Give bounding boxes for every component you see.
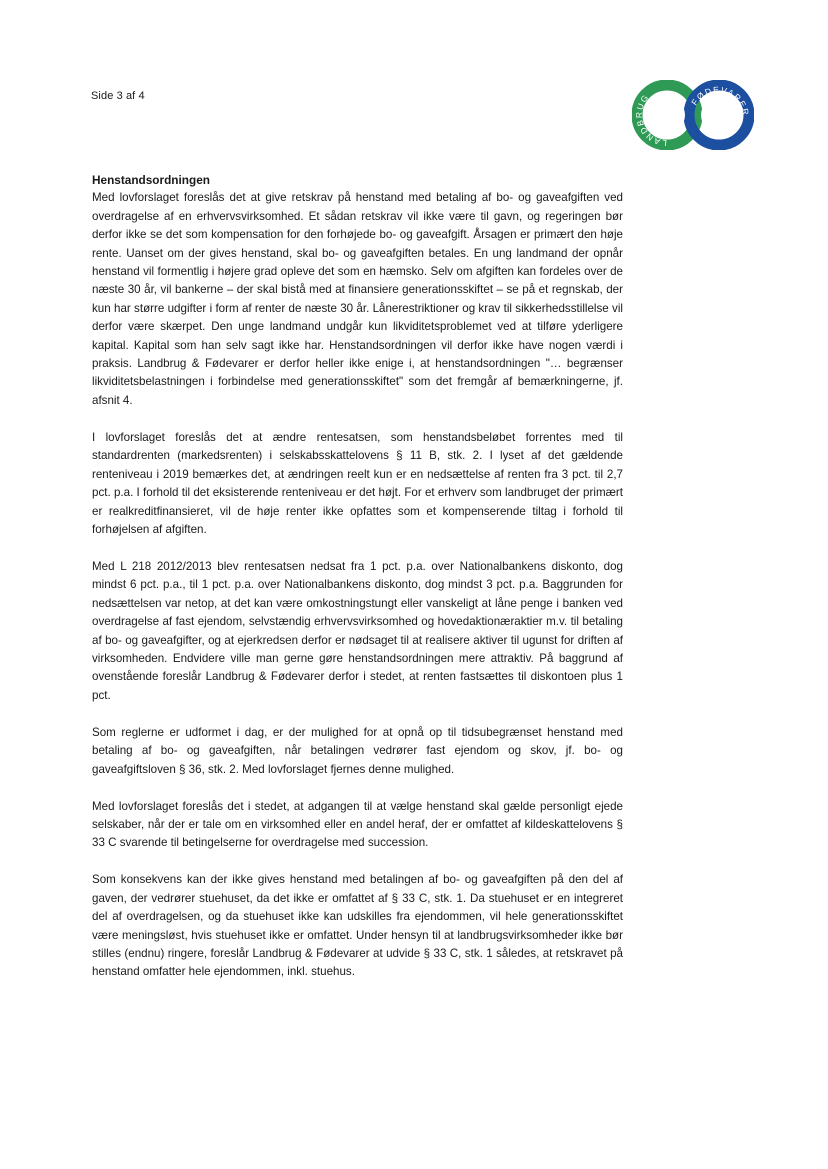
logo-text-right: FØDEVARER [689, 84, 752, 117]
paragraph: Som konsekvens kan der ikke gives henstand med betalingen af bo- og gaveafgiften på den del af gaven, der vedrører stuehuset, da det ikke er omfattet af § 33 C, stk. 1. Da stuehuset er en integreret del af overdragelsen, og da stuehuset ikke kan udskilles fra ejendommen, vil hele generationsskiftet være meningsløst, hvis stuehuset ikke er omfattet. Under hensyn til at landbrugsvirksomheder ikke bør stilles (endnu) ringere, foreslår Landbrug & Fødevarer at udvide § 33 C, stk. 1 således, at retskravet på henstand omfatter hele ejendommen, inkl. stuehus. [92, 873, 623, 979]
paragraph: Med lovforslaget foreslås det at give retskrav på henstand med betaling af bo- og gaveafgiften ved overdragelse af en erhvervsvirksomhed. Et sådan retskrav vil ikke være til gavn, og regeringen bør derfor ikke se det som kompensation for den forhøjede bo- og gaveafgift. Årsagen er primært den høje rente. Uanset om der gives henstand, skal bo- og gaveafgiften betales. En ung landmand der opnår henstand vil formentlig i højere grad opleve det som en hæmsko. Selv om afgiften kan fordeles over de næste 30 år, vil bankerne – der skal bistå med at finansiere generationsskiftet – se på et regnskab, der kun har større udgifter i form af renter de næste 30 år. Lånerestriktioner og krav til sikkerhedsstillelse vil derfor være skærpet. Den unge landmand undgår kun likviditetsproblemet ved at tilføre yderligere kapital. Kapital som han selv sagt ikke har. Henstandsordningen vil derfor ikke have nogen værdi i praksis. Landbrug & Fødevarer er derfor heller ikke enige i, at henstandsordningen "… begrænser likviditetsbelastningen i forbindelse med generationsskiftet" som det fremgår af bemærkningerne, jf. afsnit 4. [92, 191, 623, 407]
section-heading: Henstandsordningen [92, 173, 210, 187]
logo-text-left: LANDBRUG [633, 91, 668, 149]
paragraph: Med lovforslaget foreslås det i stedet, at adgangen til at vælge henstand skal gælde personligt ejede selskaber, når der er tale om en virksomhed eller en andel heraf, der er omfattet af kildeskattelovens § 33 C svarende til betingelserne for overdragelse med succession. [92, 799, 623, 850]
landbrug-foedevarer-logo [632, 80, 754, 150]
page-number: Side 3 af 4 [91, 90, 145, 102]
document-body [92, 171, 623, 1000]
paragraph: Som reglerne er udformet i dag, er der mulighed for at opnå op til tidsubegrænset henstand med betaling af bo- og gaveafgiften, når betalingen vedrører fast ejendom og skov, jf. bo- og gaveafgiftsloven § 36, stk. 2. Med lovforslaget fjernes denne mulighed. [92, 725, 623, 776]
paragraph: I lovforslaget foreslås det at ændre rentesatsen, som henstandsbeløbet forrentes med til standardrenten (markedsrenten) i selskabsskattelovens § 11 B, stk. 2. I lyset af det gældende renteniveau i 2019 bemærkes det, at ændringen reelt kun er en nedsættelse af renten fra 3 pct. til 2,7 pct. p.a. I forhold til det eksisterende renteniveau er det højt. For et erhverv som landbruget der primært er realkreditfinansieret, vil de høje renter ikke opfattes som et kompenserende tiltag i forhold til forhøjelsen af afgiften. [92, 430, 623, 536]
paragraph: Med L 218 2012/2013 blev rentesatsen nedsat fra 1 pct. p.a. over Nationalbankens diskonto, dog mindst 6 pct. p.a., til 1 pct. p.a. over Nationalbankens diskonto, dog mindst 3 pct. p.a. Baggrunden for nedsættelsen var netop, at det kan være omkostningstungt eller vanskeligt at låne penge i banken ved overdragelse af fast ejendom, selvstændig erhvervsvirksomhed og hovedaktionæraktier m.v. til betaling af bo- og gaveafgifter, og at ejerkredsen derfor er nødsaget til at realisere aktiver til ugunst for driften af virksomheden. Endvidere ville man gerne gøre henstandsordningen mere attraktiv. På baggrund af ovenstående foreslår Landbrug & Fødevarer derfor i stedet, at renten fastsættes til diskontoen plus 1 pct. [92, 559, 623, 702]
